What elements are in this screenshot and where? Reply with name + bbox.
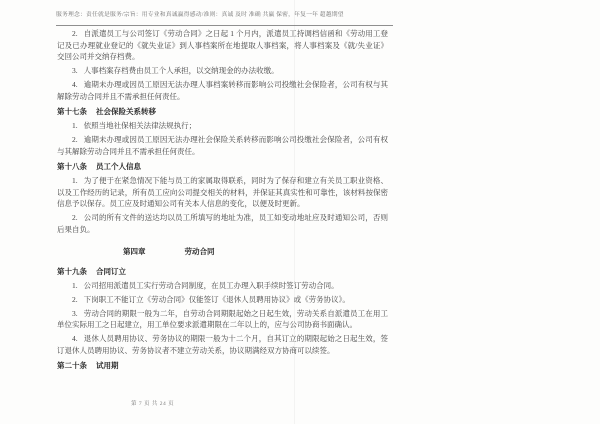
- chapter-heading: [57, 246, 388, 258]
- clause-text: 自派遣员工与公司签订《劳动合同》之日起 1 个月内，派遣员工持调档信函和《劳动用工登记及已办理就业登记的《就失业证》到人事档案所在地提取人事档案，将人事档案及《就/失业证》交回公司并交纳存档费。: [57, 29, 388, 61]
- clause-item: [57, 280, 388, 292]
- section-heading: [57, 161, 388, 173]
- heading-label: 第十九条: [57, 266, 87, 276]
- clause-text: 下岗职工不能订立《劳动合同》仅能签订《退休人员聘用协议》或《劳务协议》。: [83, 294, 350, 304]
- heading-title: 社会保险关系转移: [96, 107, 156, 116]
- clause-item: [57, 79, 388, 102]
- clause-text: 退休人员聘用协议、劳务协议的期限一般为十二个月，自其订立的期限起始之日起生效，签订退休人员聘用协议、劳务协议者不建立劳动关系，协议期满经双方协商可以续签。: [57, 334, 388, 355]
- heading-title: 合同订立: [96, 266, 126, 276]
- heading-label: 第四章: [123, 247, 146, 256]
- clause-item: [57, 212, 388, 235]
- clause-item: [57, 120, 388, 132]
- clause-text: 逾期未办理或因员工原因无法办理社会保险关系转移而影响公司投缴社会保险者，公司有权与其解除劳动合同并且不需承担任何责任。: [57, 135, 388, 156]
- clause-number: 1.: [72, 121, 78, 130]
- header-motto: 服务理念：责任就是服务/宗旨：用专业和真诚赢得感动/准则：真诚 及时 准确 共赢 保密，年复一年 超越期望: [56, 11, 393, 26]
- heading-title: 劳动合同: [184, 247, 215, 256]
- clause-text: 公司招用派遣员工实行劳动合同制度，在员工办理入职手续时签订劳动合同。: [83, 280, 339, 290]
- document-body: [57, 28, 388, 374]
- clause-item: [57, 294, 388, 306]
- clause-text: 逾期未办理或因员工原因无法办理人事档案转移而影响公司投缴社会保险者，公司有权与其解除劳动合同并且不需承担任何责任。: [57, 80, 388, 101]
- section-heading: [57, 266, 388, 278]
- clause-number: 4.: [72, 334, 78, 343]
- clause-item: [57, 175, 388, 210]
- clause-text: 人事档案存档费由员工个人承担，以交纳现金的办法收缴。: [83, 66, 279, 75]
- heading-title: 试用期: [96, 361, 119, 370]
- clause-item: [57, 65, 388, 77]
- clause-number: 3.: [72, 66, 78, 75]
- clause-number: 4.: [72, 80, 78, 89]
- clause-number: 2.: [72, 213, 78, 222]
- clause-text: 依照当地社保相关法律法规执行；: [83, 121, 197, 130]
- heading-label: 第十七条: [57, 107, 87, 116]
- clause-number: 2.: [72, 294, 78, 304]
- clause-text: 为了便于在紧急情况下能与员工的家属取得联系，同时为了保存和建立有关员工职业资格、以及工作经历的记录，所有员工应向公司提交相关的材料，并保证其真实性和可靠性，该材料按保密信息予以保存。员工应及时通知公司有关本人信息的变化，以便及时更新。: [57, 176, 388, 208]
- clause-text: 劳动合同的期限一般为二年，自劳动合同期限起始之日起生效，劳动关系自派遣员工在用工单位实际用工之日起建立，用工单位要求派遣期限在二年以上的，应与公司协商书面确认。: [57, 308, 388, 329]
- page-footer: 第 7 页 共 24 页: [131, 401, 175, 407]
- section-heading: [57, 106, 388, 118]
- clause-text: 公司的所有文件的送达均以员工所填写的地址为准，员工如变动地址应及时通知公司，否则后果自负。: [57, 213, 388, 234]
- heading-title: 员工个人信息: [96, 162, 141, 171]
- clause-number: 3.: [72, 308, 78, 318]
- clause-item: [57, 308, 388, 331]
- clause-number: 2.: [72, 29, 78, 38]
- clause-number: 1.: [72, 176, 78, 185]
- clause-item: [57, 134, 388, 157]
- clause-number: 2.: [72, 135, 78, 144]
- scan-crease-line: [294, 0, 295, 424]
- clause-item: [57, 333, 388, 356]
- clause-item: [57, 28, 388, 63]
- heading-label: 第十八条: [57, 162, 87, 171]
- section-heading: [57, 360, 388, 372]
- clause-number: 1.: [72, 280, 78, 290]
- heading-label: 第二十条: [57, 361, 87, 370]
